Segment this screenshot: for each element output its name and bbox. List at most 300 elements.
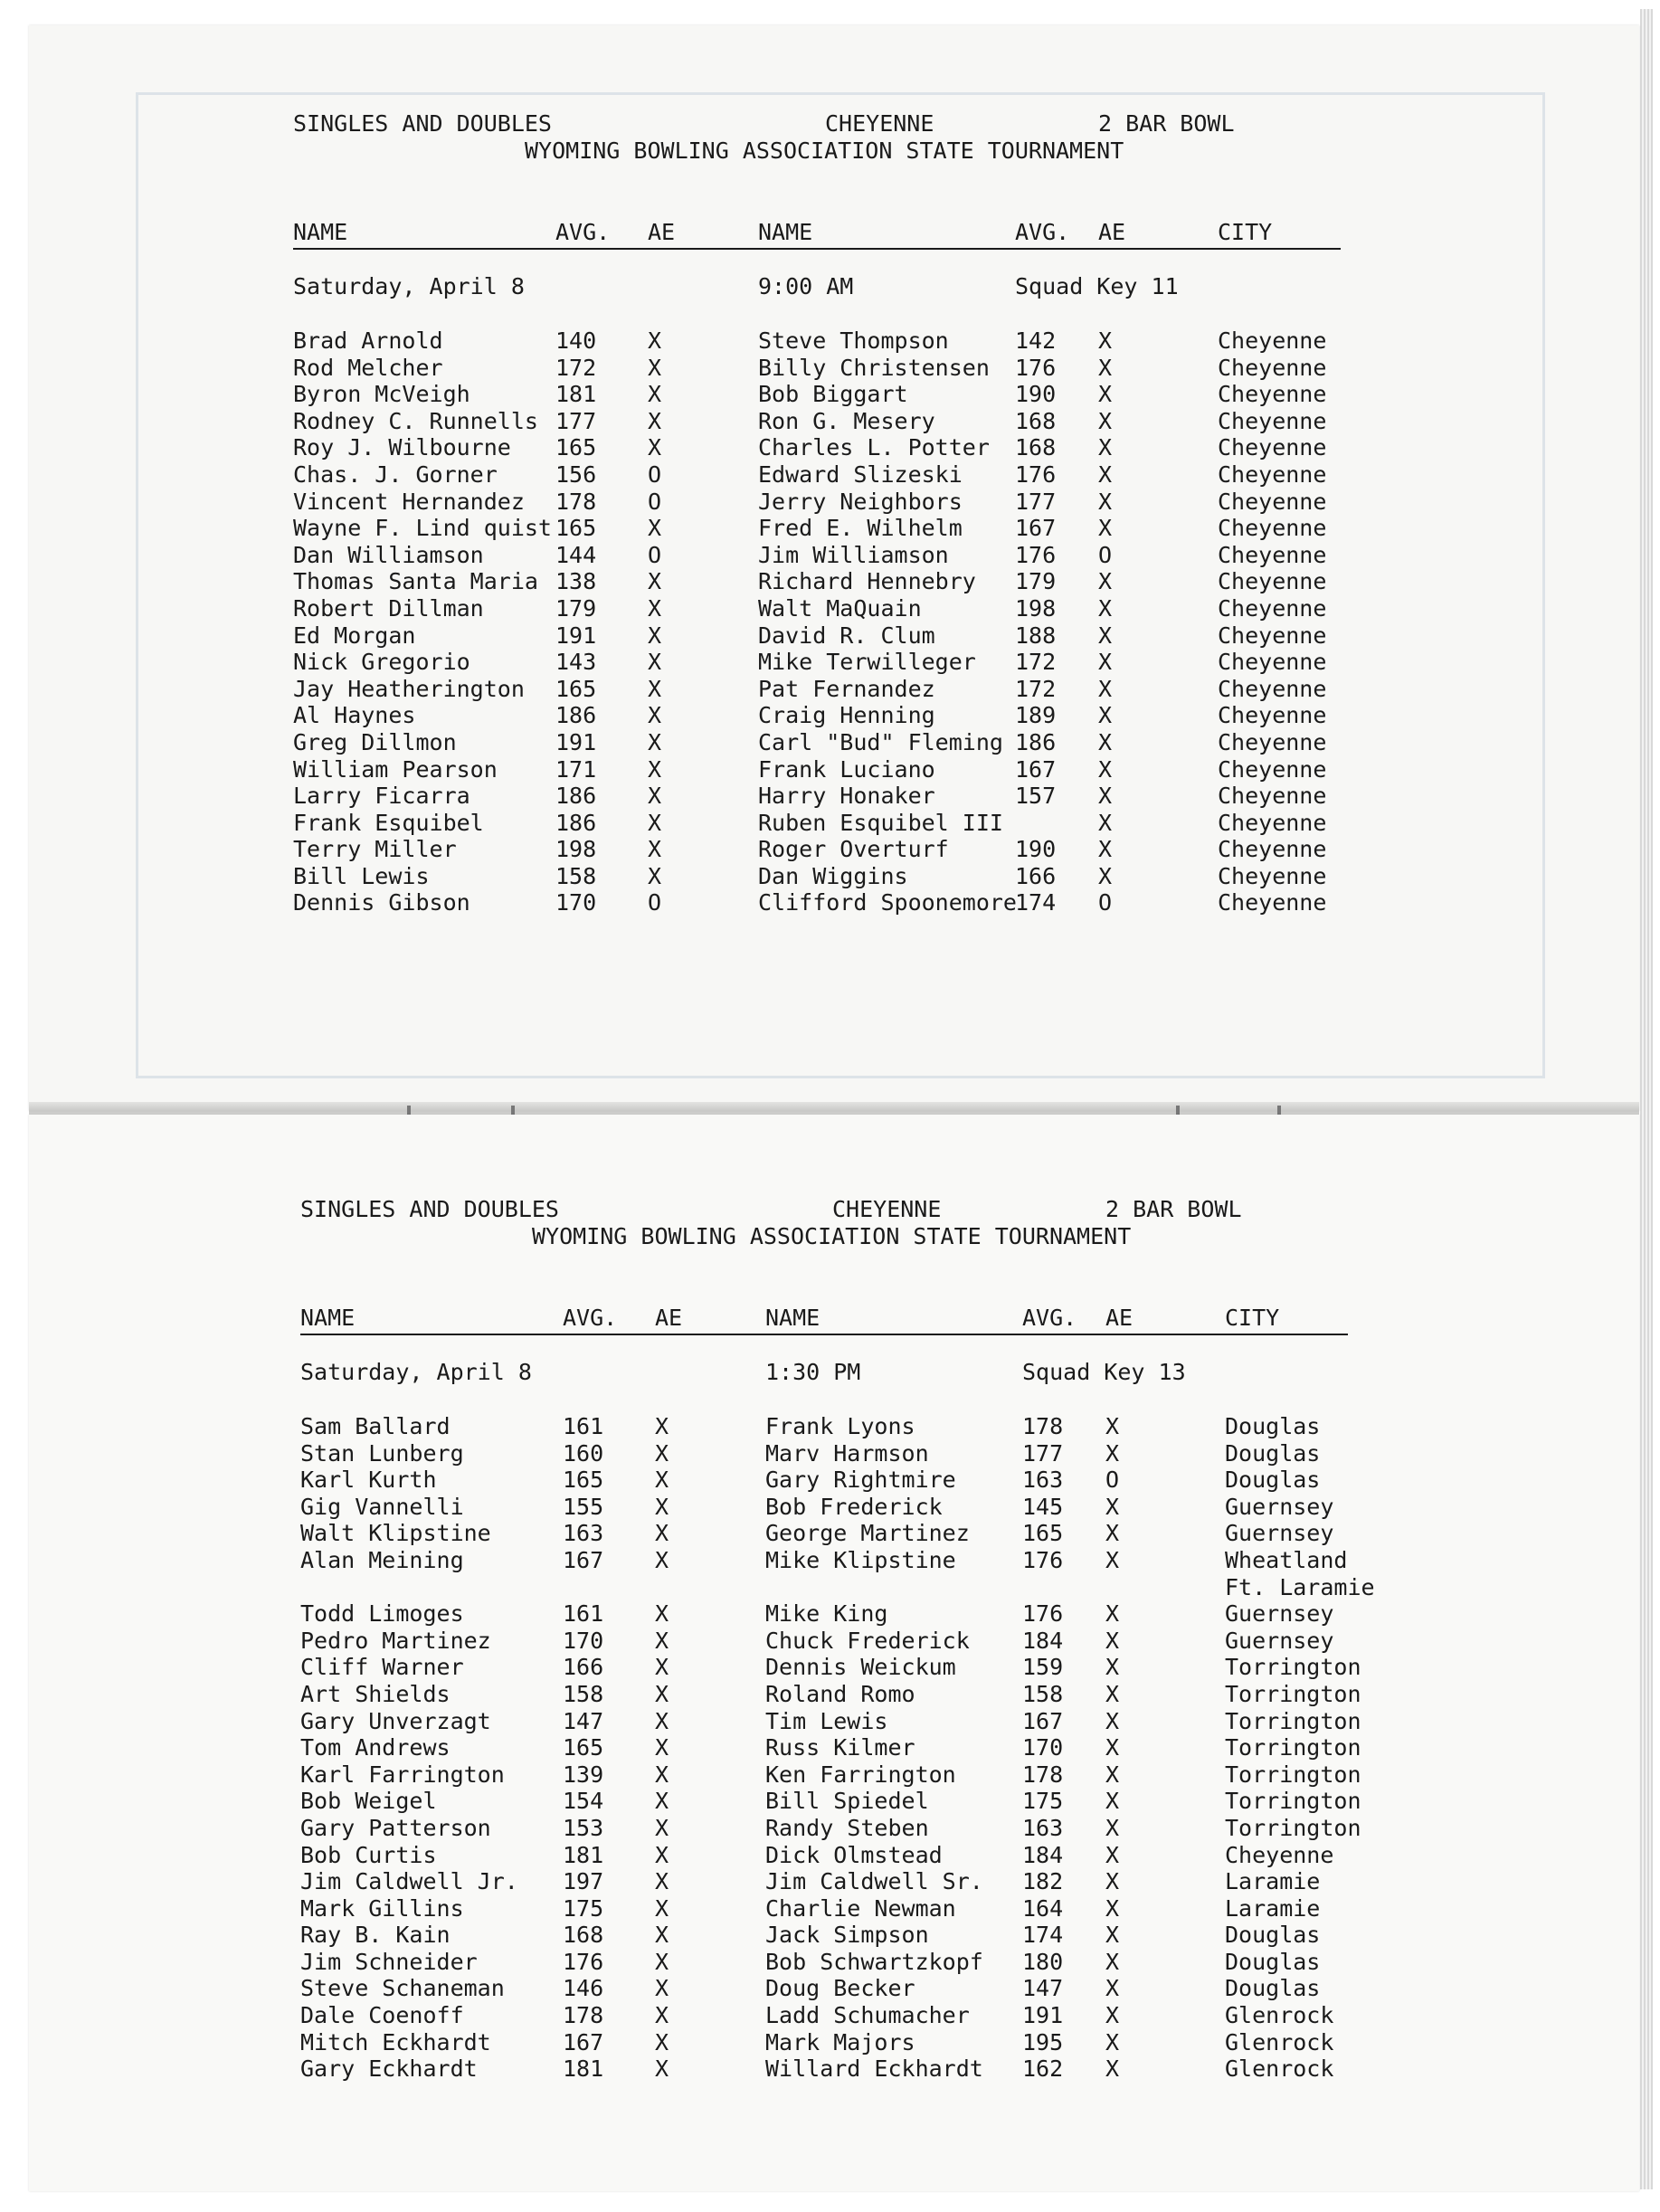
bowler-average: 175 xyxy=(563,1894,604,1922)
city: Cheyenne xyxy=(1218,836,1327,863)
partner-average: 176 xyxy=(1022,1600,1064,1628)
bowler-average: 172 xyxy=(555,354,597,381)
bowler-ae xyxy=(655,1574,669,1601)
partner-ae: X xyxy=(1098,488,1113,515)
city: Laramie xyxy=(1225,1894,1321,1922)
partner-ae: X xyxy=(1098,675,1113,702)
partner-ae: X xyxy=(1105,1894,1120,1922)
city: Cheyenne xyxy=(1218,783,1327,810)
partner-ae: X xyxy=(1105,1600,1120,1628)
bowler-average: 186 xyxy=(555,783,597,810)
partner-average: 175 xyxy=(1022,1788,1064,1815)
partner-name: Steve Thompson xyxy=(758,328,949,354)
partner-name: Billy Christensen xyxy=(758,354,990,381)
bowler-average: 178 xyxy=(563,2002,604,2029)
city: Cheyenne xyxy=(1218,354,1327,381)
bowler-average: 158 xyxy=(555,862,597,889)
city: Cheyenne xyxy=(1218,728,1327,755)
bowler-name: Larry Ficarra xyxy=(293,783,470,810)
bowler-name: Rodney C. Runnells xyxy=(293,407,538,434)
partner-average: 176 xyxy=(1022,1546,1064,1573)
city: Cheyenne xyxy=(1218,649,1327,676)
partner-name: Carl "Bud" Fleming xyxy=(758,728,1003,755)
partner-name: Doug Becker xyxy=(765,1975,915,2002)
bowler-ae: X xyxy=(648,649,662,676)
partner-name: Jerry Neighbors xyxy=(758,488,963,515)
bowler-average: 139 xyxy=(563,1761,604,1788)
partner-ae: X xyxy=(1098,434,1113,461)
city: Douglas xyxy=(1225,1948,1321,1975)
bowler-ae: X xyxy=(648,407,662,434)
bowler-average: 165 xyxy=(563,1734,604,1761)
partner-average: 172 xyxy=(1015,675,1057,702)
ae-column-2 xyxy=(1098,328,1112,916)
partner-ae: X xyxy=(1098,809,1113,836)
city: Guernsey xyxy=(1225,1600,1334,1628)
bowler-ae: X xyxy=(655,1600,669,1628)
partner-ae: X xyxy=(1105,2002,1120,2029)
bowler-name: Karl Kurth xyxy=(300,1467,437,1494)
partner-ae: X xyxy=(1105,1868,1120,1895)
city: Cheyenne xyxy=(1218,434,1327,461)
bowler-ae: X xyxy=(655,1680,669,1707)
partner-average: 164 xyxy=(1022,1894,1064,1922)
partner-name: Roland Romo xyxy=(765,1680,915,1707)
bowler-average: 186 xyxy=(555,809,597,836)
header-city: CITY xyxy=(1225,1305,1280,1331)
bowler-name: Rod Melcher xyxy=(293,354,443,381)
bowler-ae: X xyxy=(655,1841,669,1868)
bowler-average: 156 xyxy=(555,460,597,488)
partner-name: Tim Lewis xyxy=(765,1707,888,1734)
bowler-average: 165 xyxy=(555,675,597,702)
bowler-name: Mitch Eckhardt xyxy=(300,2028,491,2055)
bowler-average: 165 xyxy=(555,434,597,461)
header-ae-1: AE xyxy=(655,1305,683,1331)
city: Torrington xyxy=(1225,1734,1361,1761)
bowler-ae: X xyxy=(648,755,662,783)
partner-name: Marv Harmson xyxy=(765,1439,929,1467)
bowler-average: 179 xyxy=(555,594,597,622)
partner-average: 188 xyxy=(1015,622,1057,649)
city: Douglas xyxy=(1225,1413,1321,1439)
city: Glenrock xyxy=(1225,2028,1334,2055)
bowler-name: Dennis Gibson xyxy=(293,889,470,916)
bowler-average: 171 xyxy=(555,755,597,783)
bowler-average: 147 xyxy=(563,1707,604,1734)
bowler-average: 167 xyxy=(563,2028,604,2055)
partner-ae: X xyxy=(1098,328,1113,354)
partner-average: 176 xyxy=(1015,541,1057,568)
bowler-average: 165 xyxy=(563,1467,604,1494)
partner-name: Charles L. Potter xyxy=(758,434,990,461)
header-avg-1: AVG. xyxy=(563,1305,618,1331)
partner-average xyxy=(1015,810,1056,837)
bowler-ae: X xyxy=(648,594,662,622)
bowler-name-column-1 xyxy=(300,1413,518,2083)
bowler-name: Byron McVeigh xyxy=(293,381,470,408)
partner-average: 145 xyxy=(1022,1493,1064,1520)
bowler-name: Jay Heatherington xyxy=(293,675,525,702)
average-column-2 xyxy=(1015,328,1056,916)
city: Laramie xyxy=(1225,1868,1321,1895)
bowler-average: 178 xyxy=(555,488,597,515)
bowler-ae: O xyxy=(648,460,662,488)
partner-name: Dick Olmstead xyxy=(765,1841,943,1868)
partner-name: Roger Overturf xyxy=(758,836,949,863)
partner-ae: X xyxy=(1105,1734,1120,1761)
partner-average: 162 xyxy=(1022,2055,1064,2083)
partner-average: 157 xyxy=(1015,783,1057,810)
bowler-average: 181 xyxy=(563,1841,604,1868)
bowler-average: 143 xyxy=(555,649,597,676)
partner-ae: X xyxy=(1098,354,1113,381)
partner-ae xyxy=(1105,1574,1119,1601)
city: Ft. Laramie xyxy=(1225,1573,1375,1600)
header-name-1: NAME xyxy=(300,1305,356,1331)
bowler-average: 191 xyxy=(555,728,597,755)
bowler-average: 176 xyxy=(563,1948,604,1975)
city: Glenrock xyxy=(1225,2002,1334,2029)
partner-ae: X xyxy=(1105,1520,1120,1547)
session-date: Saturday, April 8 xyxy=(300,1359,532,1385)
partner-ae: X xyxy=(1105,1788,1120,1815)
bowler-ae: X xyxy=(655,1520,669,1547)
partner-average: 182 xyxy=(1022,1868,1064,1895)
partner-name: Chuck Frederick xyxy=(765,1627,970,1654)
header-avg-2: AVG. xyxy=(1022,1305,1077,1331)
partner-ae: X xyxy=(1105,1546,1120,1573)
session-time: 9:00 AM xyxy=(758,273,854,299)
bowler-average: 153 xyxy=(563,1814,604,1841)
roster-sheet-1 xyxy=(293,110,1361,1015)
bowler-name: Ed Morgan xyxy=(293,622,416,649)
bowler-ae: O xyxy=(648,541,662,568)
tournament-title: WYOMING BOWLING ASSOCIATION STATE TOURNAMENT xyxy=(532,1223,1132,1249)
bowler-name: Al Haynes xyxy=(293,702,416,729)
bowler-ae: X xyxy=(655,1761,669,1788)
bowler-name: Todd Limoges xyxy=(300,1600,464,1628)
bowler-ae: X xyxy=(655,1734,669,1761)
bowler-ae: X xyxy=(655,2055,669,2083)
bowler-average: 166 xyxy=(563,1654,604,1681)
bowler-average: 161 xyxy=(563,1413,604,1439)
bowler-name: Karl Farrington xyxy=(300,1761,505,1788)
partner-name: David R. Clum xyxy=(758,622,935,649)
bowler-ae: X xyxy=(648,836,662,863)
city: Cheyenne xyxy=(1218,755,1327,783)
partner-name: Bob Frederick xyxy=(765,1493,943,1520)
city: Cheyenne xyxy=(1225,1841,1334,1868)
bowler-ae: X xyxy=(648,809,662,836)
partner-ae: X xyxy=(1105,2028,1120,2055)
bowler-ae: X xyxy=(655,1894,669,1922)
bowler-ae: X xyxy=(655,1948,669,1975)
bowler-name: Bob Curtis xyxy=(300,1841,437,1868)
bowler-name: Nick Gregorio xyxy=(293,649,470,676)
partner-average: 167 xyxy=(1015,515,1057,542)
bowler-ae: X xyxy=(655,1814,669,1841)
city: Torrington xyxy=(1225,1814,1361,1841)
city: Guernsey xyxy=(1225,1520,1334,1547)
bowler-average: 191 xyxy=(555,622,597,649)
squad-key: Squad Key 13 xyxy=(1022,1359,1186,1385)
bowler-name-column-1 xyxy=(293,328,552,916)
bowler-name: Mark Gillins xyxy=(300,1894,464,1922)
bowler-average: 138 xyxy=(555,568,597,595)
city: Cheyenne xyxy=(1218,568,1327,595)
partner-ae: X xyxy=(1098,460,1113,488)
bowler-average: 163 xyxy=(563,1520,604,1547)
bowler-name: Brad Arnold xyxy=(293,328,443,354)
partner-name: Fred E. Wilhelm xyxy=(758,515,963,542)
bowler-ae: X xyxy=(655,1922,669,1949)
bowler-ae: X xyxy=(655,1439,669,1467)
bowler-name: Alan Meining xyxy=(300,1546,464,1573)
partner-average: 176 xyxy=(1015,460,1057,488)
header-ae-1: AE xyxy=(648,219,676,245)
city: Cheyenne xyxy=(1218,541,1327,568)
bowler-average: 186 xyxy=(555,702,597,729)
bowler-name: Tom Andrews xyxy=(300,1734,451,1761)
bowler-ae: X xyxy=(648,862,662,889)
bowler-average: 158 xyxy=(563,1680,604,1707)
average-column-1 xyxy=(563,1413,603,2083)
bowler-ae: X xyxy=(655,1467,669,1494)
bowler-ae: X xyxy=(648,568,662,595)
bowler-average: 198 xyxy=(555,836,597,863)
partner-average: 184 xyxy=(1022,1841,1064,1868)
partner-average: 167 xyxy=(1022,1707,1064,1734)
city: Torrington xyxy=(1225,1680,1361,1707)
bowler-average xyxy=(563,1574,603,1601)
partner-average: 179 xyxy=(1015,568,1057,595)
partner-average: 178 xyxy=(1022,1413,1064,1439)
header-rule xyxy=(293,248,1341,250)
bowler-name: Roy J. Wilbourne xyxy=(293,434,511,461)
partner-name: Walt MaQuain xyxy=(758,594,922,622)
bowler-name: Robert Dillman xyxy=(293,594,484,622)
partner-average: 177 xyxy=(1022,1439,1064,1467)
bowler-average: 140 xyxy=(555,328,597,354)
bowler-name: Thomas Santa Maria xyxy=(293,568,538,595)
header-name-1: NAME xyxy=(293,219,348,245)
partner-average: 142 xyxy=(1015,328,1057,354)
session-time: 1:30 PM xyxy=(765,1359,861,1385)
bowler-name: Pedro Martinez xyxy=(300,1627,491,1654)
bowler-ae: X xyxy=(648,434,662,461)
partner-ae: O xyxy=(1105,1467,1120,1494)
bowler-name: Bill Lewis xyxy=(293,862,430,889)
partner-name: Bob Biggart xyxy=(758,381,908,408)
partner-ae: X xyxy=(1105,1922,1120,1949)
bowler-average: 154 xyxy=(563,1788,604,1815)
partner-name: Ladd Schumacher xyxy=(765,2002,970,2029)
bowler-ae: X xyxy=(655,2002,669,2029)
partner-ae: X xyxy=(1105,1654,1120,1681)
bowler-ae: X xyxy=(655,1413,669,1439)
partner-name: Mike Terwilleger xyxy=(758,649,976,676)
partner-ae: X xyxy=(1098,836,1113,863)
partner-ae: X xyxy=(1098,755,1113,783)
partner-average: 170 xyxy=(1022,1734,1064,1761)
ae-column-1 xyxy=(648,328,661,916)
partner-name: Dennis Weickum xyxy=(765,1654,956,1681)
partner-ae: X xyxy=(1105,1493,1120,1520)
bowler-name: Frank Esquibel xyxy=(293,809,484,836)
bowler-ae: X xyxy=(648,783,662,810)
bowler-name: Gary Eckhardt xyxy=(300,2055,478,2083)
bowler-name: Art Shields xyxy=(300,1680,451,1707)
header-name-2: NAME xyxy=(758,219,813,245)
city: Cheyenne xyxy=(1218,407,1327,434)
city: Glenrock xyxy=(1225,2055,1334,2083)
city: Cheyenne xyxy=(1218,460,1327,488)
partner-ae: X xyxy=(1098,381,1113,408)
partner-ae: X xyxy=(1098,702,1113,729)
partner-name: Bob Schwartzkopf xyxy=(765,1948,983,1975)
partner-average: 189 xyxy=(1015,702,1057,729)
partner-ae: X xyxy=(1105,1680,1120,1707)
partner-average: 174 xyxy=(1015,889,1057,916)
partner-name: Randy Steben xyxy=(765,1814,929,1841)
partner-name: Mark Majors xyxy=(765,2028,915,2055)
partner-name: Jim Caldwell Sr. xyxy=(765,1868,983,1895)
partner-average: 172 xyxy=(1015,649,1057,676)
city: Wheatland xyxy=(1225,1546,1348,1573)
partner-name: Richard Hennebry xyxy=(758,568,976,595)
partner-ae: X xyxy=(1098,728,1113,755)
partner-ae: X xyxy=(1105,1761,1120,1788)
partner-ae: X xyxy=(1105,1627,1120,1654)
bowler-ae: X xyxy=(655,1868,669,1895)
event-title: SINGLES AND DOUBLES xyxy=(293,110,552,137)
partner-average: 158 xyxy=(1022,1680,1064,1707)
bowler-name: Greg Dillmon xyxy=(293,728,457,755)
event-title: SINGLES AND DOUBLES xyxy=(300,1196,559,1222)
bowler-ae: X xyxy=(648,622,662,649)
bowler-ae: X xyxy=(655,1493,669,1520)
partner-ae: X xyxy=(1098,407,1113,434)
city: Cheyenne xyxy=(1218,488,1327,515)
bowler-average: 181 xyxy=(563,2055,604,2083)
average-column-2 xyxy=(1022,1413,1063,2083)
location: CHEYENNE xyxy=(832,1196,942,1222)
partner-ae: O xyxy=(1098,889,1113,916)
header-city: CITY xyxy=(1218,219,1273,245)
partner-average: 176 xyxy=(1015,354,1057,381)
partner-name: George Martinez xyxy=(765,1520,970,1547)
partner-name: Harry Honaker xyxy=(758,783,935,810)
bowler-name: Bob Weigel xyxy=(300,1788,437,1815)
bowler-name: Dan Williamson xyxy=(293,541,484,568)
partner-name: Dan Wiggins xyxy=(758,862,908,889)
header-ae-2: AE xyxy=(1105,1305,1134,1331)
partner-average: 167 xyxy=(1015,755,1057,783)
bowler-ae: X xyxy=(655,1546,669,1573)
partner-name: Craig Henning xyxy=(758,702,935,729)
partner-ae: X xyxy=(1105,1948,1120,1975)
partner-average: 159 xyxy=(1022,1654,1064,1681)
city: Cheyenne xyxy=(1218,622,1327,649)
partner-ae: X xyxy=(1105,1707,1120,1734)
location: CHEYENNE xyxy=(825,110,934,137)
partner-name: Charlie Newman xyxy=(765,1894,956,1922)
bowler-ae: O xyxy=(648,889,662,916)
partner-average: 165 xyxy=(1022,1520,1064,1547)
partner-name: Frank Lyons xyxy=(765,1413,915,1439)
bowler-ae: X xyxy=(648,381,662,408)
city: Torrington xyxy=(1225,1788,1361,1815)
partner-average: 190 xyxy=(1015,381,1057,408)
bowler-ae: X xyxy=(648,328,662,354)
partner-ae: X xyxy=(1098,594,1113,622)
bowler-ae: O xyxy=(648,488,662,515)
city: Douglas xyxy=(1225,1922,1321,1949)
city: Torrington xyxy=(1225,1707,1361,1734)
bowler-average: 144 xyxy=(555,541,597,568)
city: Cheyenne xyxy=(1218,862,1327,889)
ae-column-1 xyxy=(655,1413,669,2083)
partner-ae: X xyxy=(1098,649,1113,676)
city: Douglas xyxy=(1225,1439,1321,1467)
bowler-name: Cliff Warner xyxy=(300,1654,464,1681)
header-name-2: NAME xyxy=(765,1305,821,1331)
city: Guernsey xyxy=(1225,1627,1334,1654)
partner-ae: O xyxy=(1098,541,1113,568)
partner-name: Ron G. Mesery xyxy=(758,407,935,434)
bowler-name: Dale Coenoff xyxy=(300,2002,464,2029)
city: Cheyenne xyxy=(1218,702,1327,729)
bowler-name: Jim Schneider xyxy=(300,1948,478,1975)
header-ae-2: AE xyxy=(1098,219,1126,245)
partner-ae: X xyxy=(1098,515,1113,542)
squad-key: Squad Key 11 xyxy=(1015,273,1179,299)
city-column xyxy=(1218,328,1326,916)
partner-name: Mike King xyxy=(765,1600,888,1628)
city: Cheyenne xyxy=(1218,328,1327,354)
partner-average: 168 xyxy=(1015,407,1057,434)
bowler-ae: X xyxy=(648,515,662,542)
bowler-name: Gig Vannelli xyxy=(300,1493,464,1520)
bowler-average: 197 xyxy=(563,1868,604,1895)
partner-name: Frank Luciano xyxy=(758,755,935,783)
roster-sheet-2 xyxy=(300,1196,1377,2101)
city: Torrington xyxy=(1225,1654,1361,1681)
partner-name: Russ Kilmer xyxy=(765,1734,915,1761)
partner-average: 147 xyxy=(1022,1975,1064,2002)
bowler-name: William Pearson xyxy=(293,755,498,783)
bowler-ae: X xyxy=(655,1975,669,2002)
bowler-name: Walt Klipstine xyxy=(300,1520,491,1547)
bowler-name: Sam Ballard xyxy=(300,1413,451,1439)
bowler-average: 170 xyxy=(555,889,597,916)
city: Douglas xyxy=(1225,1975,1321,2002)
bowler-name: Stan Lunberg xyxy=(300,1439,464,1467)
bowler-average: 168 xyxy=(563,1922,604,1949)
partner-ae: X xyxy=(1105,1841,1120,1868)
page-stack-edge xyxy=(1640,9,1653,2189)
partner-name: Bill Spiedel xyxy=(765,1788,929,1815)
city: Douglas xyxy=(1225,1467,1321,1494)
partner-name: Edward Slizeski xyxy=(758,460,963,488)
average-column-1 xyxy=(555,328,596,916)
bowler-average: 170 xyxy=(563,1627,604,1654)
partner-name xyxy=(765,1574,983,1601)
header-avg-1: AVG. xyxy=(555,219,611,245)
partner-ae: X xyxy=(1105,2055,1120,2083)
bowler-name: Gary Unverzagt xyxy=(300,1707,491,1734)
